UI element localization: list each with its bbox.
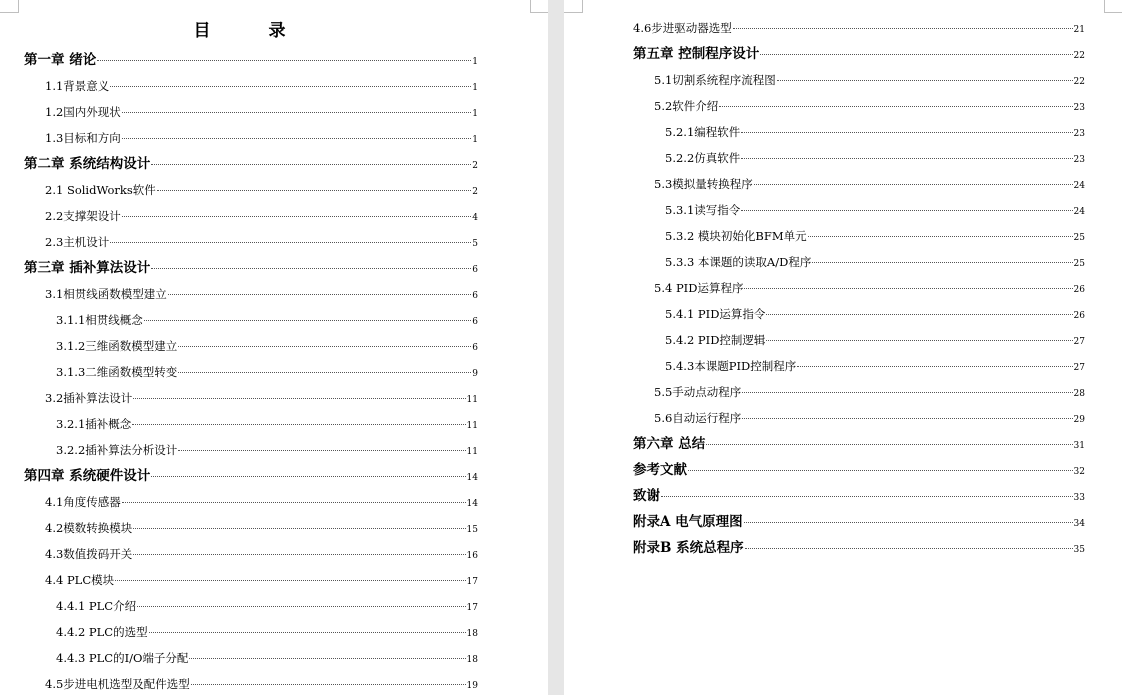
toc-entry[interactable] bbox=[45, 102, 478, 122]
toc-entry[interactable] bbox=[45, 674, 478, 694]
toc-leader-dots bbox=[144, 319, 472, 321]
toc-entry[interactable] bbox=[45, 206, 478, 226]
toc-entry[interactable] bbox=[45, 544, 478, 564]
toc-entry-text: 附录A 电气原理图 bbox=[633, 514, 743, 530]
toc-entry-page: 2 bbox=[472, 187, 478, 197]
toc-entry-page: 32 bbox=[1073, 467, 1085, 477]
toc-entry-page: 14 bbox=[466, 473, 478, 483]
toc-leader-dots bbox=[760, 53, 1072, 55]
toc-entry-page: 6 bbox=[472, 317, 478, 327]
toc-entry-page: 17 bbox=[466, 603, 478, 613]
toc-entry-page: 19 bbox=[466, 681, 478, 691]
toc-entry[interactable] bbox=[654, 408, 1085, 428]
toc-entry-text: 5.5手动点动程序 bbox=[654, 385, 742, 399]
toc-leader-dots bbox=[122, 111, 471, 113]
toc-leader-dots bbox=[132, 423, 465, 425]
toc-entry-text: 第三章 插补算法设计 bbox=[24, 260, 151, 276]
toc-leader-dots bbox=[766, 313, 1072, 315]
toc-entry[interactable] bbox=[45, 388, 478, 408]
toc-leader-dots bbox=[754, 183, 1073, 185]
toc-entry[interactable] bbox=[45, 518, 478, 538]
toc-entry[interactable] bbox=[24, 258, 478, 278]
toc-entry[interactable] bbox=[56, 414, 478, 434]
toc-entry-page: 23 bbox=[1073, 129, 1085, 139]
toc-entry-page: 23 bbox=[1073, 103, 1085, 113]
toc-entry-page: 1 bbox=[472, 57, 478, 67]
toc-leader-dots bbox=[812, 261, 1072, 263]
toc-leader-dots bbox=[178, 371, 471, 373]
toc-entry-text: 4.4.2 PLC的选型 bbox=[56, 625, 148, 639]
toc-entry-text: 5.6自动运行程序 bbox=[654, 411, 742, 425]
toc-entry-page: 24 bbox=[1073, 207, 1085, 217]
toc-entry-page: 11 bbox=[466, 447, 478, 457]
toc-entry-page: 16 bbox=[466, 551, 478, 561]
toc-entry[interactable] bbox=[56, 362, 478, 382]
toc-entry-text: 附录B 系统总程序 bbox=[633, 540, 744, 556]
toc-entry-text: 5.4.3本课题PID控制程序 bbox=[665, 359, 797, 373]
toc-entry-page: 27 bbox=[1073, 337, 1085, 347]
toc-entry[interactable] bbox=[633, 18, 1085, 38]
toc-entry-text: 参考文献 bbox=[633, 462, 687, 478]
toc-entry-page: 33 bbox=[1073, 493, 1085, 503]
toc-entry-page: 4 bbox=[472, 213, 478, 223]
toc-entry-text: 5.3.2 模块初始化BFM单元 bbox=[665, 229, 807, 243]
toc-entry-page: 11 bbox=[466, 395, 478, 405]
toc-entry[interactable] bbox=[654, 70, 1085, 90]
toc-entry-text: 4.2模数转换模块 bbox=[45, 521, 133, 535]
toc-leader-dots bbox=[151, 267, 471, 269]
toc-entry-text: 4.4.1 PLC介绍 bbox=[56, 599, 137, 613]
page-corner-mark bbox=[1104, 0, 1122, 13]
toc-leader-dots bbox=[719, 105, 1072, 107]
page-corner-mark bbox=[0, 0, 19, 13]
toc-entry-text: 3.1.3二维函数模型转变 bbox=[56, 365, 178, 379]
toc-entry-page: 18 bbox=[466, 655, 478, 665]
toc-entry[interactable] bbox=[633, 538, 1085, 558]
toc-leader-dots bbox=[157, 189, 471, 191]
toc-leader-dots bbox=[688, 469, 1073, 471]
toc-entry-page: 34 bbox=[1073, 519, 1085, 529]
toc-entry[interactable] bbox=[56, 310, 478, 330]
toc-entry-page: 1 bbox=[472, 83, 478, 93]
toc-entry-page: 27 bbox=[1073, 363, 1085, 373]
toc-entry[interactable] bbox=[56, 622, 478, 642]
toc-entry-text: 3.2.1插补概念 bbox=[56, 417, 132, 431]
toc-leader-dots bbox=[745, 547, 1073, 549]
toc-entry-page: 9 bbox=[472, 369, 478, 379]
toc-entry-text: 5.4 PID运算程序 bbox=[654, 281, 744, 295]
toc-entry[interactable] bbox=[45, 570, 478, 590]
toc-entry-text: 4.5步进电机选型及配件选型 bbox=[45, 677, 190, 691]
toc-entry-text: 3.2.2插补算法分析设计 bbox=[56, 443, 178, 457]
toc-leader-dots bbox=[133, 553, 465, 555]
toc-entry-text: 4.4 PLC模块 bbox=[45, 573, 115, 587]
toc-entry-page: 31 bbox=[1073, 441, 1085, 451]
toc-entry-page: 22 bbox=[1073, 77, 1085, 87]
toc-entry-text: 2.1 SolidWorks软件 bbox=[45, 183, 156, 197]
toc-entry-page: 1 bbox=[472, 109, 478, 119]
toc-entry[interactable] bbox=[45, 492, 478, 512]
toc-entry[interactable] bbox=[45, 284, 478, 304]
toc-entry-page: 24 bbox=[1073, 181, 1085, 191]
toc-entry-page: 6 bbox=[472, 343, 478, 353]
toc-entry-text: 第四章 系统硬件设计 bbox=[24, 468, 151, 484]
toc-entry[interactable] bbox=[654, 174, 1085, 194]
toc-leader-dots bbox=[808, 235, 1073, 237]
toc-entry[interactable] bbox=[45, 128, 478, 148]
toc-entry[interactable] bbox=[633, 512, 1085, 532]
toc-entry-text: 5.3模拟量转换程序 bbox=[654, 177, 753, 191]
toc-entry-page: 35 bbox=[1073, 545, 1085, 555]
toc-entry-page: 1 bbox=[472, 135, 478, 145]
toc-entry-text: 第一章 绪论 bbox=[24, 52, 97, 68]
document-page-left bbox=[0, 0, 548, 695]
toc-entry-page: 6 bbox=[472, 265, 478, 275]
toc-entry-text: 3.1.2三维函数模型建立 bbox=[56, 339, 178, 353]
toc-entry-text: 2.3主机设计 bbox=[45, 235, 110, 249]
toc-leader-dots bbox=[151, 163, 471, 165]
toc-entry-text: 4.3数值拨码开关 bbox=[45, 547, 133, 561]
toc-entry-text: 4.4.3 PLC的I/O端子分配 bbox=[56, 651, 189, 665]
toc-entry-text: 5.4.1 PID运算指令 bbox=[665, 307, 766, 321]
toc-entry-page: 28 bbox=[1073, 389, 1085, 399]
toc-entry-text: 1.2国内外现状 bbox=[45, 105, 121, 119]
toc-entry[interactable] bbox=[633, 460, 1085, 480]
toc-leader-dots bbox=[733, 27, 1073, 29]
toc-entry-text: 3.1.1相贯线概念 bbox=[56, 313, 143, 327]
toc-entry-text: 4.1角度传感器 bbox=[45, 495, 121, 509]
toc-entry[interactable] bbox=[56, 596, 478, 616]
toc-entry-page: 15 bbox=[466, 525, 478, 535]
toc-title: 目 录 bbox=[193, 21, 312, 41]
toc-entry-text: 1.1背景意义 bbox=[45, 79, 110, 93]
toc-entry[interactable] bbox=[56, 648, 478, 668]
toc-entry-text: 3.1相贯线函数模型建立 bbox=[45, 287, 167, 301]
toc-leader-dots bbox=[178, 345, 471, 347]
toc-entry-text: 5.2.1编程软件 bbox=[665, 125, 741, 139]
toc-leader-dots bbox=[777, 79, 1073, 81]
toc-entry[interactable] bbox=[665, 122, 1085, 142]
toc-entry-text: 致谢 bbox=[633, 488, 660, 504]
toc-leader-dots bbox=[122, 137, 471, 139]
toc-leader-dots bbox=[766, 339, 1072, 341]
toc-entry[interactable] bbox=[45, 232, 478, 252]
toc-entry[interactable] bbox=[633, 44, 1085, 64]
toc-entry-text: 5.3.3 本课题的读取A/D程序 bbox=[665, 255, 812, 269]
toc-leader-dots bbox=[744, 287, 1072, 289]
toc-leader-dots bbox=[133, 397, 465, 399]
toc-entry[interactable] bbox=[45, 180, 478, 200]
toc-entry[interactable] bbox=[665, 252, 1085, 272]
toc-entry-text: 5.2软件介绍 bbox=[654, 99, 719, 113]
toc-leader-dots bbox=[741, 131, 1072, 133]
toc-leader-dots bbox=[706, 443, 1072, 445]
toc-entry-page: 6 bbox=[472, 291, 478, 301]
toc-entry[interactable] bbox=[633, 434, 1085, 454]
toc-leader-dots bbox=[115, 579, 465, 581]
toc-entry-text: 1.3目标和方向 bbox=[45, 131, 121, 145]
page-corner-mark bbox=[530, 0, 548, 13]
toc-entry[interactable] bbox=[654, 278, 1085, 298]
toc-leader-dots bbox=[178, 449, 465, 451]
toc-leader-dots bbox=[741, 209, 1072, 211]
toc-leader-dots bbox=[149, 631, 466, 633]
toc-entry[interactable] bbox=[665, 226, 1085, 246]
toc-entry-page: 29 bbox=[1073, 415, 1085, 425]
toc-entry[interactable] bbox=[633, 486, 1085, 506]
toc-entry[interactable] bbox=[654, 96, 1085, 116]
toc-leader-dots bbox=[661, 495, 1073, 497]
toc-entry-text: 5.4.2 PID控制逻辑 bbox=[665, 333, 766, 347]
toc-leader-dots bbox=[191, 683, 466, 685]
toc-leader-dots bbox=[744, 521, 1073, 523]
toc-leader-dots bbox=[151, 475, 465, 477]
toc-entry[interactable] bbox=[45, 76, 478, 96]
toc-entry-text: 5.1切割系统程序流程图 bbox=[654, 73, 776, 87]
toc-leader-dots bbox=[742, 391, 1072, 393]
toc-entry-text: 第五章 控制程序设计 bbox=[633, 46, 760, 62]
toc-entry[interactable] bbox=[665, 330, 1085, 350]
toc-entry-page: 14 bbox=[466, 499, 478, 509]
toc-entry[interactable] bbox=[56, 440, 478, 460]
toc-leader-dots bbox=[741, 157, 1072, 159]
toc-entry-page: 21 bbox=[1073, 25, 1085, 35]
toc-entry-text: 2.2支撑架设计 bbox=[45, 209, 121, 223]
toc-leader-dots bbox=[168, 293, 471, 295]
toc-entry-text: 第六章 总结 bbox=[633, 436, 706, 452]
toc-entry[interactable] bbox=[56, 336, 478, 356]
toc-entry[interactable] bbox=[24, 50, 478, 70]
toc-entry-page: 25 bbox=[1073, 233, 1085, 243]
toc-leader-dots bbox=[137, 605, 465, 607]
toc-entry[interactable] bbox=[665, 148, 1085, 168]
toc-entry-page: 5 bbox=[472, 239, 478, 249]
toc-entry[interactable] bbox=[654, 382, 1085, 402]
toc-entry-text: 5.3.1读写指令 bbox=[665, 203, 741, 217]
toc-leader-dots bbox=[110, 85, 471, 87]
toc-entry[interactable] bbox=[24, 154, 478, 174]
toc-entry[interactable] bbox=[24, 466, 478, 486]
toc-entry-page: 17 bbox=[466, 577, 478, 587]
toc-entry[interactable] bbox=[665, 304, 1085, 324]
toc-leader-dots bbox=[189, 657, 465, 659]
toc-leader-dots bbox=[97, 59, 471, 61]
toc-leader-dots bbox=[797, 365, 1072, 367]
toc-entry-page: 22 bbox=[1073, 51, 1085, 61]
toc-entry-text: 第二章 系统结构设计 bbox=[24, 156, 151, 172]
page-corner-mark bbox=[564, 0, 583, 13]
toc-leader-dots bbox=[110, 241, 471, 243]
toc-entry-page: 23 bbox=[1073, 155, 1085, 165]
document-page-right bbox=[564, 0, 1122, 695]
toc-leader-dots bbox=[122, 501, 466, 503]
toc-entry-page: 2 bbox=[472, 161, 478, 171]
toc-entry-page: 11 bbox=[466, 421, 478, 431]
toc-entry[interactable] bbox=[665, 356, 1085, 376]
toc-entry-page: 26 bbox=[1073, 285, 1085, 295]
toc-entry-text: 5.2.2仿真软件 bbox=[665, 151, 741, 165]
toc-entry-page: 26 bbox=[1073, 311, 1085, 321]
toc-leader-dots bbox=[742, 417, 1072, 419]
toc-entry-page: 25 bbox=[1073, 259, 1085, 269]
toc-entry[interactable] bbox=[665, 200, 1085, 220]
toc-leader-dots bbox=[122, 215, 471, 217]
toc-entry-text: 3.2插补算法设计 bbox=[45, 391, 133, 405]
toc-leader-dots bbox=[133, 527, 465, 529]
toc-entry-text: 4.6步进驱动器选型 bbox=[633, 21, 732, 35]
toc-entry-page: 18 bbox=[466, 629, 478, 639]
